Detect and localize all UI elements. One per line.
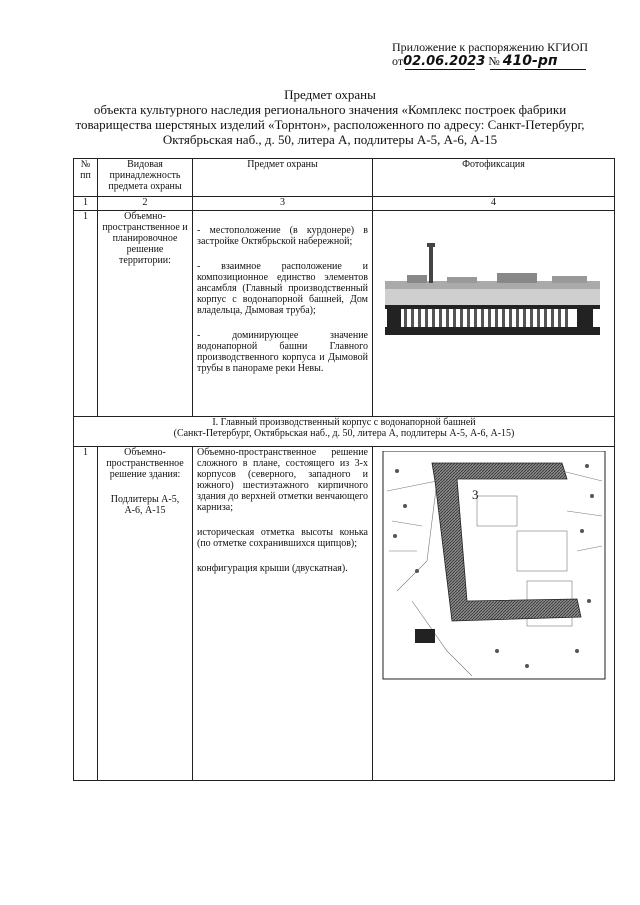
site-plan-map [377, 451, 610, 681]
row-type-line: Подлитеры А-5, А-6, А-15 [110, 494, 180, 516]
photo-cell [373, 447, 615, 781]
subject-item: историческая отметка высоты конька (по отметке сохранившихся щипцов); [197, 527, 368, 549]
row-subject [193, 447, 373, 781]
col-number: 3 [193, 197, 373, 211]
doc-title-line-3: товарищества шерстяных изделий «Торнтон», расположенного по адресу: Санкт-Петербург, [75, 117, 585, 132]
appendix-number-sign: № [488, 54, 500, 68]
map-label: 3 [472, 487, 479, 502]
header-type: Видовая принадлежность предмета охраны [98, 159, 193, 197]
column-number-row [74, 197, 615, 211]
protection-table [73, 158, 615, 781]
number-underline [490, 69, 586, 70]
row-type [98, 447, 193, 781]
subject-item: конфигурация крыши (двускатная). [197, 563, 348, 574]
section-address: (Санкт-Петербург, Октябрьская наб., д. 50, литера А, подлитеры А-5, А-6, А-15) [173, 428, 515, 439]
photo-cell [373, 211, 615, 417]
subject-item: - взаимное расположение и композиционное единство элементов ансамбля (Главный производственный корпус с водонапорной башней, Дом владельца, Дымовая труба); [197, 261, 368, 316]
header-num: № пп [74, 159, 98, 197]
subject-item: - местоположение (в курдонере) в застройке Октябрьской набережной; [197, 225, 368, 247]
col-number: 1 [74, 197, 98, 211]
doc-title: Предмет охраны [284, 87, 376, 102]
row-number: 1 [74, 447, 98, 781]
row-number: 1 [74, 211, 98, 417]
col-number: 4 [373, 197, 615, 211]
row-subject [193, 211, 373, 417]
section-heading [74, 417, 615, 447]
doc-title-line-4: Октябрьская наб., д. 50, литера А, подлитеры А-5, А-6, А-15 [162, 132, 498, 147]
table-header-row [74, 159, 615, 197]
appendix-date: 02.06.2023 [403, 54, 486, 69]
row-type: Объемно-пространственное и планировочное решение территории: [98, 211, 193, 417]
table-row [74, 211, 615, 417]
appendix-header [392, 40, 612, 72]
appendix-line-2 [392, 54, 612, 72]
doc-title-line-2: объекта культурного наследия регионального значения «Комплекс построек фабрики [93, 102, 567, 117]
appendix-from-label: от [392, 54, 404, 68]
date-underline [405, 69, 475, 70]
section-row [74, 417, 615, 447]
subject-item: Объемно-пространственное решение сложного в плане, состоящего из 3-х корпусов (северного, западного и южного) шестиэтажного кирпичного здания до верхней отметки венчающего карниза; [197, 447, 368, 513]
appendix-line-1: Приложение к распоряжению КГИОП [392, 40, 589, 54]
header-photo: Фотофиксация [373, 159, 615, 197]
row-type-line: Объемно-пространственное решение здания: [106, 447, 184, 480]
subject-item: - доминирующее значение водонапорной башни Главного производственного корпуса и Дымовой трубы в панораме реки Невы. [197, 330, 368, 374]
col-number: 2 [98, 197, 193, 211]
appendix-number: 410-рп [502, 53, 558, 69]
section-title: I. Главный производственный корпус с водонапорной башней [212, 417, 476, 428]
header-subject: Предмет охраны [193, 159, 373, 197]
panorama-photo [377, 237, 610, 367]
table-row [74, 447, 615, 781]
